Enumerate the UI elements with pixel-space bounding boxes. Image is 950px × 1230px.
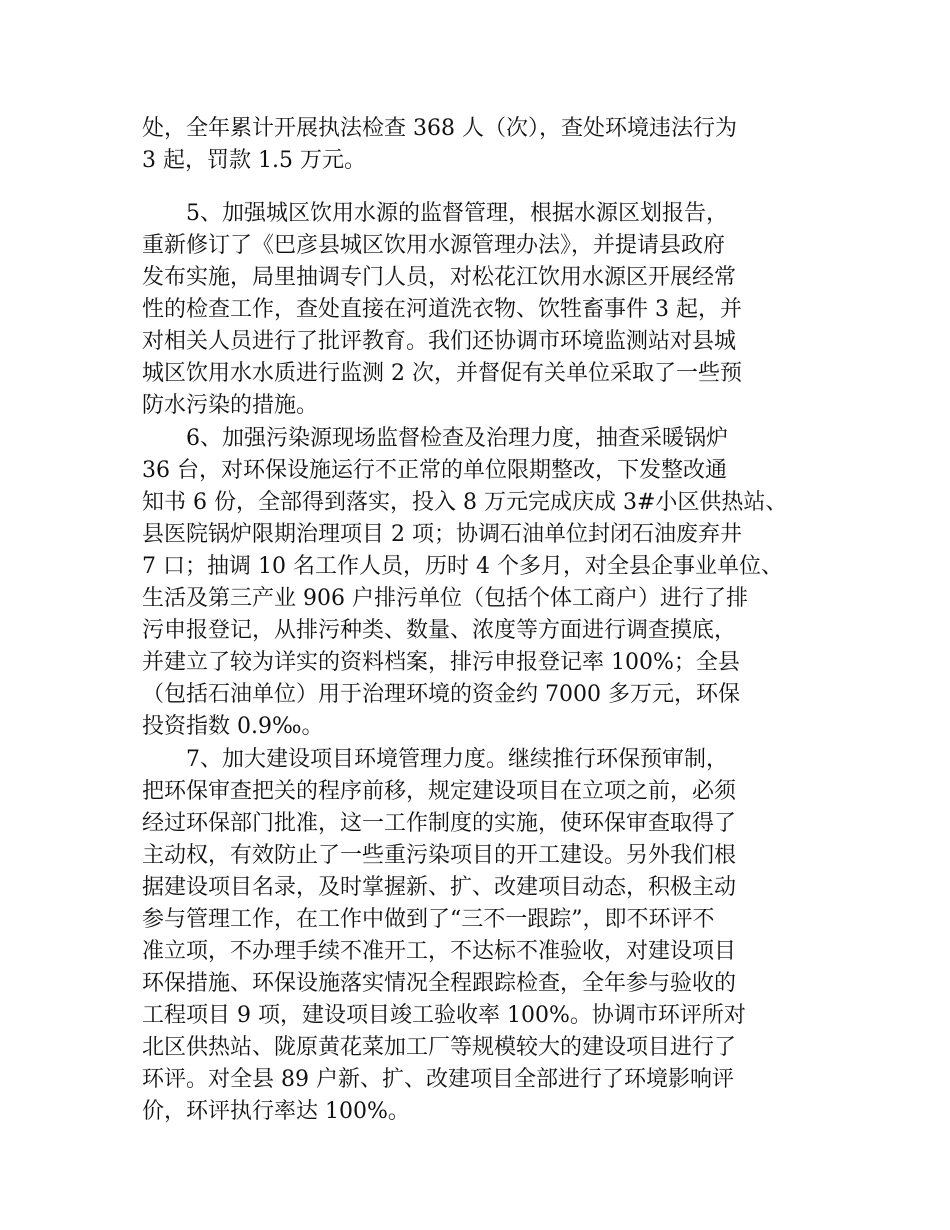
text-line: 投资指数 0.9‰。: [142, 714, 324, 739]
text-line: 价，环评执行率达 100%。: [142, 1099, 410, 1124]
text-line: （包括石油单位）用于治理环境的资金约 7000 多万元，环保: [142, 682, 740, 707]
text-line: 36 台，对环保设施运行不正常的单位限期整改，下发整改通: [142, 458, 727, 483]
text-line: 准立项，不办理手续不准开工，不达标不准验收，对建设项目: [142, 939, 737, 964]
paragraph-item-5-drinking-water: [142, 198, 822, 422]
text-line: 污申报登记，从排污种类、数量、浓度等方面进行调查摸底，: [142, 618, 737, 643]
paragraph-item-6-pollution-sources: [142, 423, 822, 743]
text-line: 城区饮用水水质进行监测 2 次，并督促有关单位采取了一些预: [142, 361, 742, 386]
text-line: 重新修订了《巴彦县城区饮用水源管理办法》，并提请县政府: [142, 233, 726, 258]
paragraph-enforcement-summary: [142, 113, 822, 177]
text-line: 县医院锅炉限期治理项目 2 项；协调石油单位封闭石油废弃井: [142, 522, 742, 547]
text-line: 7、加大建设项目环境管理力度。继续推行环保预审制，: [142, 747, 728, 772]
text-line: 3 起，罚款 1.5 万元。: [142, 148, 366, 173]
text-line: 对相关人员进行了批评教育。我们还协调市环境监测站对县城: [142, 329, 737, 354]
text-line: 生活及第三产业 906 户排污单位（包括个体工商户）进行了排: [142, 586, 748, 611]
text-line: 5、加强城区饮用水源的监督管理，根据水源区划报告，: [142, 201, 728, 226]
text-line: 主动权，有效防止了一些重污染项目的开工建设。另外我们根: [142, 843, 737, 868]
text-line: 知书 6 份，全部得到落实，投入 8 万元完成庆成 3#小区供热站、: [142, 490, 788, 515]
text-line: 环评。对全县 89 户新、扩、改建项目全部进行了环境影响评: [142, 1067, 734, 1092]
text-line: 据建设项目名录，及时掌握新、扩、改建项目动态，积极主动: [142, 875, 737, 900]
paragraph-item-7-construction-projects: [142, 744, 822, 1128]
text-line: 6、加强污染源现场监督检查及治理力度，抽查采暖锅炉: [142, 426, 728, 451]
text-line: 把环保审查把关的程序前移，规定建设项目在立项之前，必须: [142, 779, 737, 804]
text-line: 处，全年累计开展执法检查 368 人（次），查处环境违法行为: [142, 116, 737, 141]
text-line: 工程项目 9 项，建设项目竣工验收率 100%。协调市环评所对: [142, 1003, 746, 1028]
text-line: 经过环保部门批准，这一工作制度的实施，使环保审查取得了: [142, 811, 737, 836]
text-line: 参与管理工作，在工作中做到了“三不一跟踪”，即不环评不: [142, 907, 715, 932]
text-line: 发布实施，局里抽调专门人员，对松花江饮用水源区开展经常: [142, 265, 737, 290]
text-line: 环保措施、环保设施落实情况全程跟踪检查，全年参与验收的: [142, 971, 737, 996]
text-line: 并建立了较为详实的资料档案，排污申报登记率 100%；全县: [142, 650, 740, 675]
text-line: 防水污染的措施。: [142, 393, 319, 418]
text-line: 7 口；抽调 10 名工作人员，历时 4 个多月，对全县企事业单位、: [142, 554, 783, 579]
text-line: 北区供热站、陇原黄花菜加工厂等规模较大的建设项目进行了: [142, 1035, 737, 1060]
text-line: 性的检查工作，查处直接在河道洗衣物、饮牲畜事件 3 起，并: [142, 297, 742, 322]
